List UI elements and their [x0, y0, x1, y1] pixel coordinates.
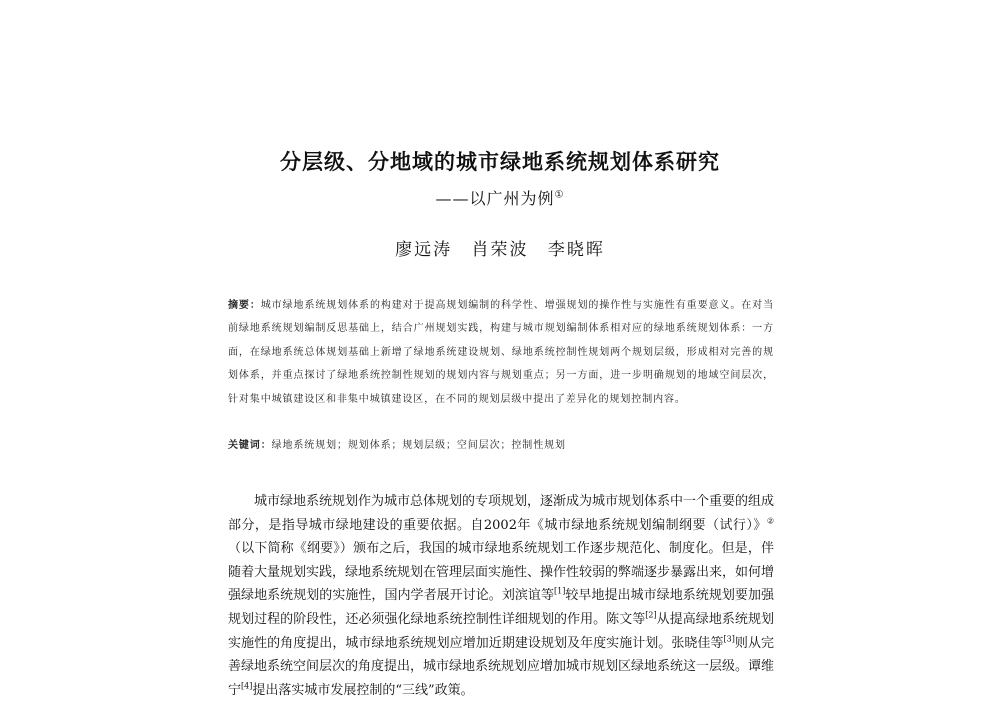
body-sentence: 则从完善绿地系统空间层次的角度提出，城市绿地系统规划应增加城市规划区绿地系统这一层级。谭维宁: [228, 635, 775, 698]
citation-marker: ②: [766, 516, 774, 526]
author-name: 廖远涛: [395, 240, 453, 260]
body-sentence: 城市绿地系统规划作为城市总体规划的专项规划，逐渐成为城市规划体系中一个重要的组成部分，是指导城市绿地建设的重要依据。自2002年《城市绿地系统规划编制纲要（试行）》: [228, 494, 775, 533]
author-name: 肖荣波: [471, 240, 529, 260]
author-list: [0, 235, 1000, 260]
body-sentence: 较早地提出城市绿地系统规划要加强规划过程的阶段性，还必须强化绿地系统控制性详细规划的作用。陈文等: [228, 588, 774, 627]
author-name: 李晓晖: [547, 240, 605, 260]
body-paragraph: [228, 490, 774, 702]
body-sentence: 提出落实城市发展控制的“三线”政策。: [252, 682, 474, 698]
paper-subtitle: [0, 186, 1000, 209]
keywords-label: 关键词：: [228, 440, 272, 451]
subtitle-text: ——以广州为例: [435, 189, 555, 208]
citation-marker: [4]: [241, 681, 253, 691]
body-sentence: 从提高绿地系统规划实施性的角度提出，城市绿地系统规划应增加近期建设规划及年度实施计划。张晓佳等: [228, 611, 774, 651]
body-sentence: （以下简称《纲要》）颁布之后，我国的城市绿地系统规划工作逐步规范化、制度化。但是，伴随着大量规划实践，绿地系统规划在管理层面实施性、操作性较弱的弊端逐步暴露出来，如何增强绿地系统规划的实施性，国内学者展开讨论。刘滨谊等: [228, 541, 775, 604]
abstract: [228, 294, 774, 411]
citation-marker: [3]: [723, 634, 735, 644]
keywords: [228, 436, 774, 451]
keywords-text: 绿地系统规划；规划体系；规划层级；空间层次；控制性规划: [271, 440, 566, 451]
citation-marker: [1]: [554, 587, 566, 597]
citation-marker: [2]: [645, 610, 657, 620]
abstract-label: 摘要：: [228, 300, 261, 311]
abstract-text: 城市绿地系统规划体系的构建对于提高规划编制的科学性、增强规划的操作性与实施性有重要意义。在对当前绿地系统规划编制反思基础上，结合广州规划实践，构建与城市规划编制体系相对应的绿地系统规划体系：一方面，在绿地系统总体规划基础上新增了绿地系统建设规划、绿地系统控制性规划两个规划层级，形成相对完善的规划体系，并重点探讨了绿地系统控制性规划的规划内容与规划重点；另一方面，进一步明确规划的地域空间层次，针对集中城镇建设区和非集中城镇建设区，在不同的规划层级中提出了差异化的规划控制内容。: [228, 300, 774, 405]
paper-title: 分层级、分地域的城市绿地系统规划体系研究: [280, 150, 720, 174]
subtitle-footnote-marker: ①: [554, 189, 565, 201]
